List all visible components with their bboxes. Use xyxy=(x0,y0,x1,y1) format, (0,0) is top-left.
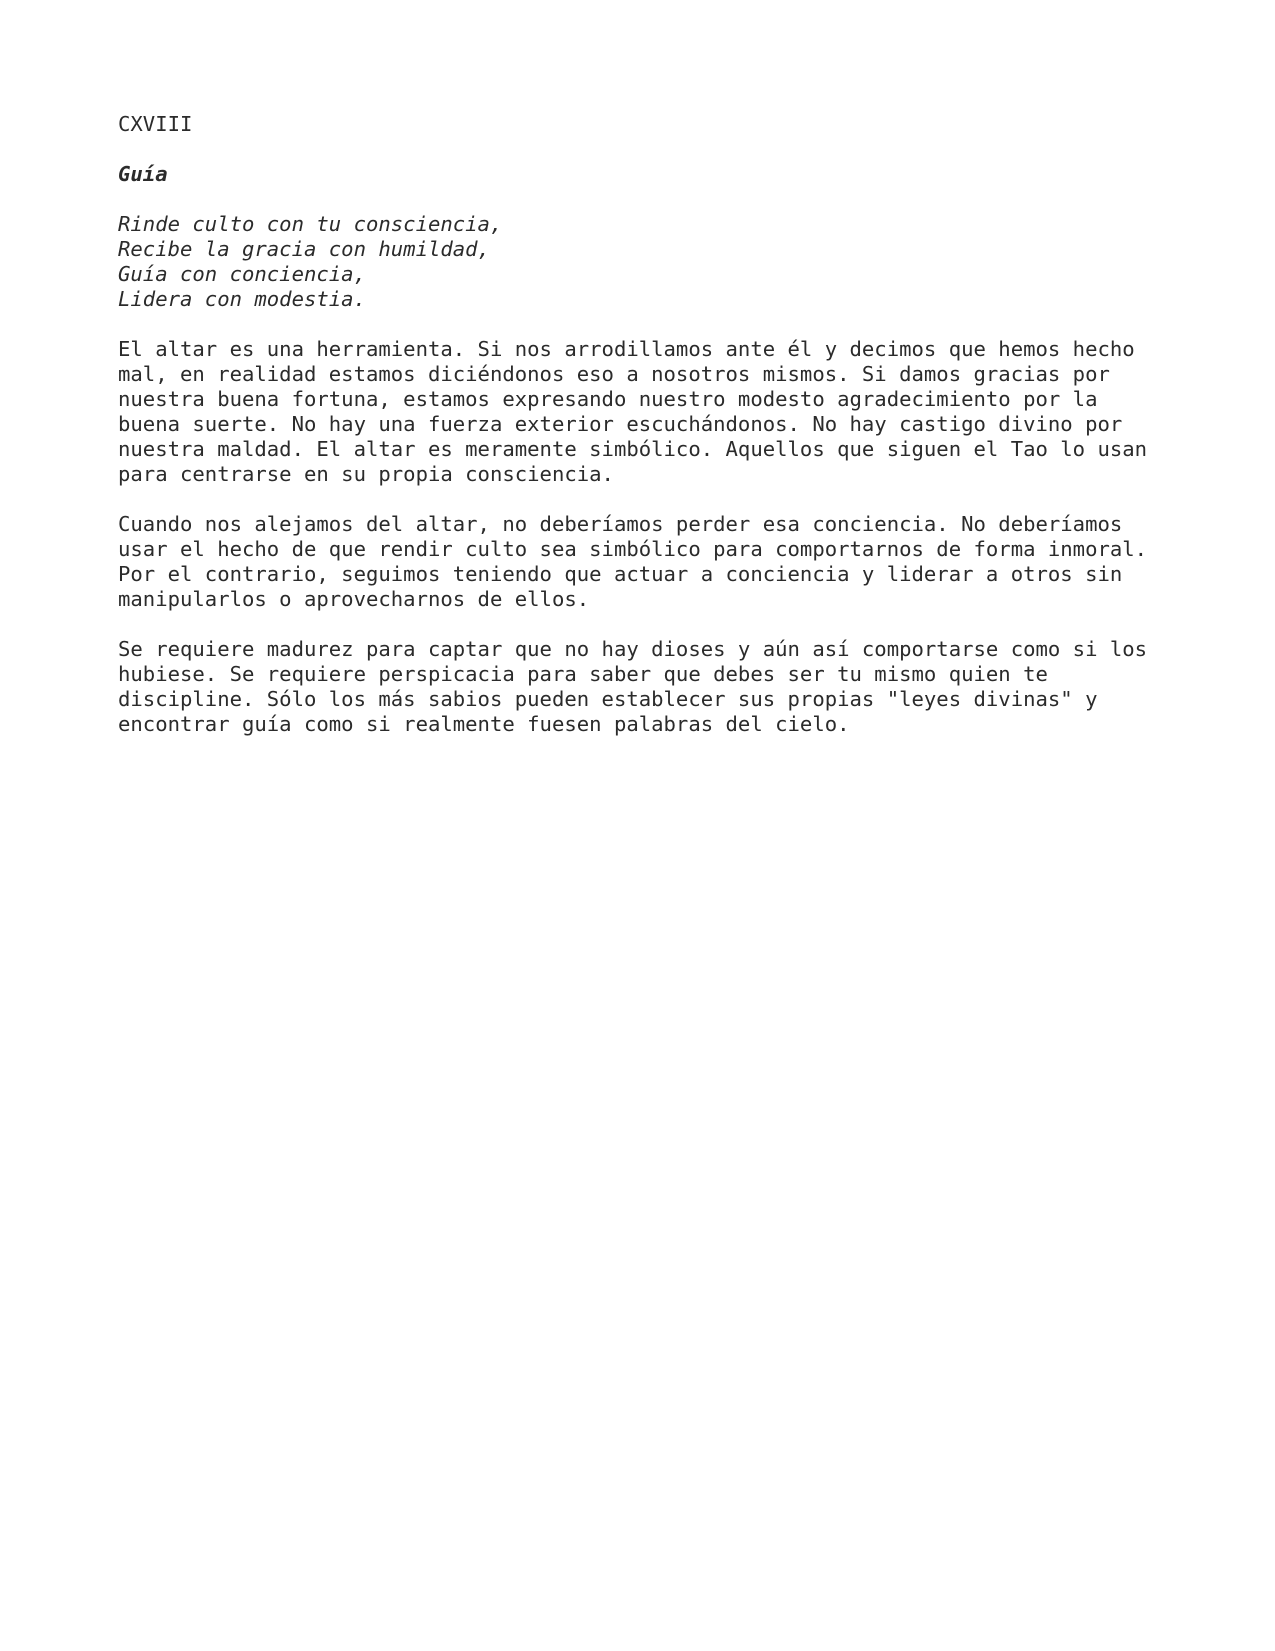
paragraph-line: Se requiere madurez para captar que no hay dioses y aún así comportarse como si los xyxy=(118,637,1148,661)
verse-line: Rinde culto con tu consciencia, xyxy=(118,212,503,236)
paragraph-altar xyxy=(118,337,1178,487)
verse-line: Lidera con modestia. xyxy=(118,287,366,311)
paragraph-line: mal, en realidad estamos diciéndonos eso a nosotros mismos. Si damos gracias por xyxy=(118,362,1110,386)
document-page xyxy=(118,112,1178,762)
paragraph-line: nuestra maldad. El altar es meramente simbólico. Aquellos que siguen el Tao lo usan xyxy=(118,437,1148,461)
chapter-number: CXVIII xyxy=(118,112,193,136)
paragraph-line: discipline. Sólo los más sabios pueden establecer sus propias "leyes divinas" y xyxy=(118,687,1098,711)
verse-line: Guía con conciencia, xyxy=(118,262,366,286)
paragraph-line: buena suerte. No hay una fuerza exterior escuchándonos. No hay castigo divino por xyxy=(118,412,1123,436)
paragraph-line: nuestra buena fortuna, estamos expresando nuestro modesto agradecimiento por la xyxy=(118,387,1098,411)
paragraph-line: Cuando nos alejamos del altar, no deberíamos perder esa conciencia. No deberíamos xyxy=(118,512,1123,536)
paragraph-line: El altar es una herramienta. Si nos arrodillamos ante él y decimos que hemos hecho xyxy=(118,337,1135,361)
paragraph-line: para centrarse en su propia consciencia. xyxy=(118,462,614,486)
chapter-title: Guía xyxy=(118,162,168,186)
paragraph-line: usar el hecho de que rendir culto sea simbólico para comportarnos de forma inmoral. xyxy=(118,537,1148,561)
paragraph-line: encontrar guía como si realmente fuesen palabras del cielo. xyxy=(118,712,850,736)
paragraph-conciencia xyxy=(118,512,1178,612)
paragraph-line: manipularlos o aprovecharnos de ellos. xyxy=(118,587,590,611)
paragraph-line: Por el contrario, seguimos teniendo que actuar a conciencia y liderar a otros sin xyxy=(118,562,1123,586)
paragraph-madurez xyxy=(118,637,1178,737)
paragraph-line: hubiese. Se requiere perspicacia para saber que debes ser tu mismo quien te xyxy=(118,662,1048,686)
verse-line: Recibe la gracia con humildad, xyxy=(118,237,490,261)
verse xyxy=(118,212,1178,312)
